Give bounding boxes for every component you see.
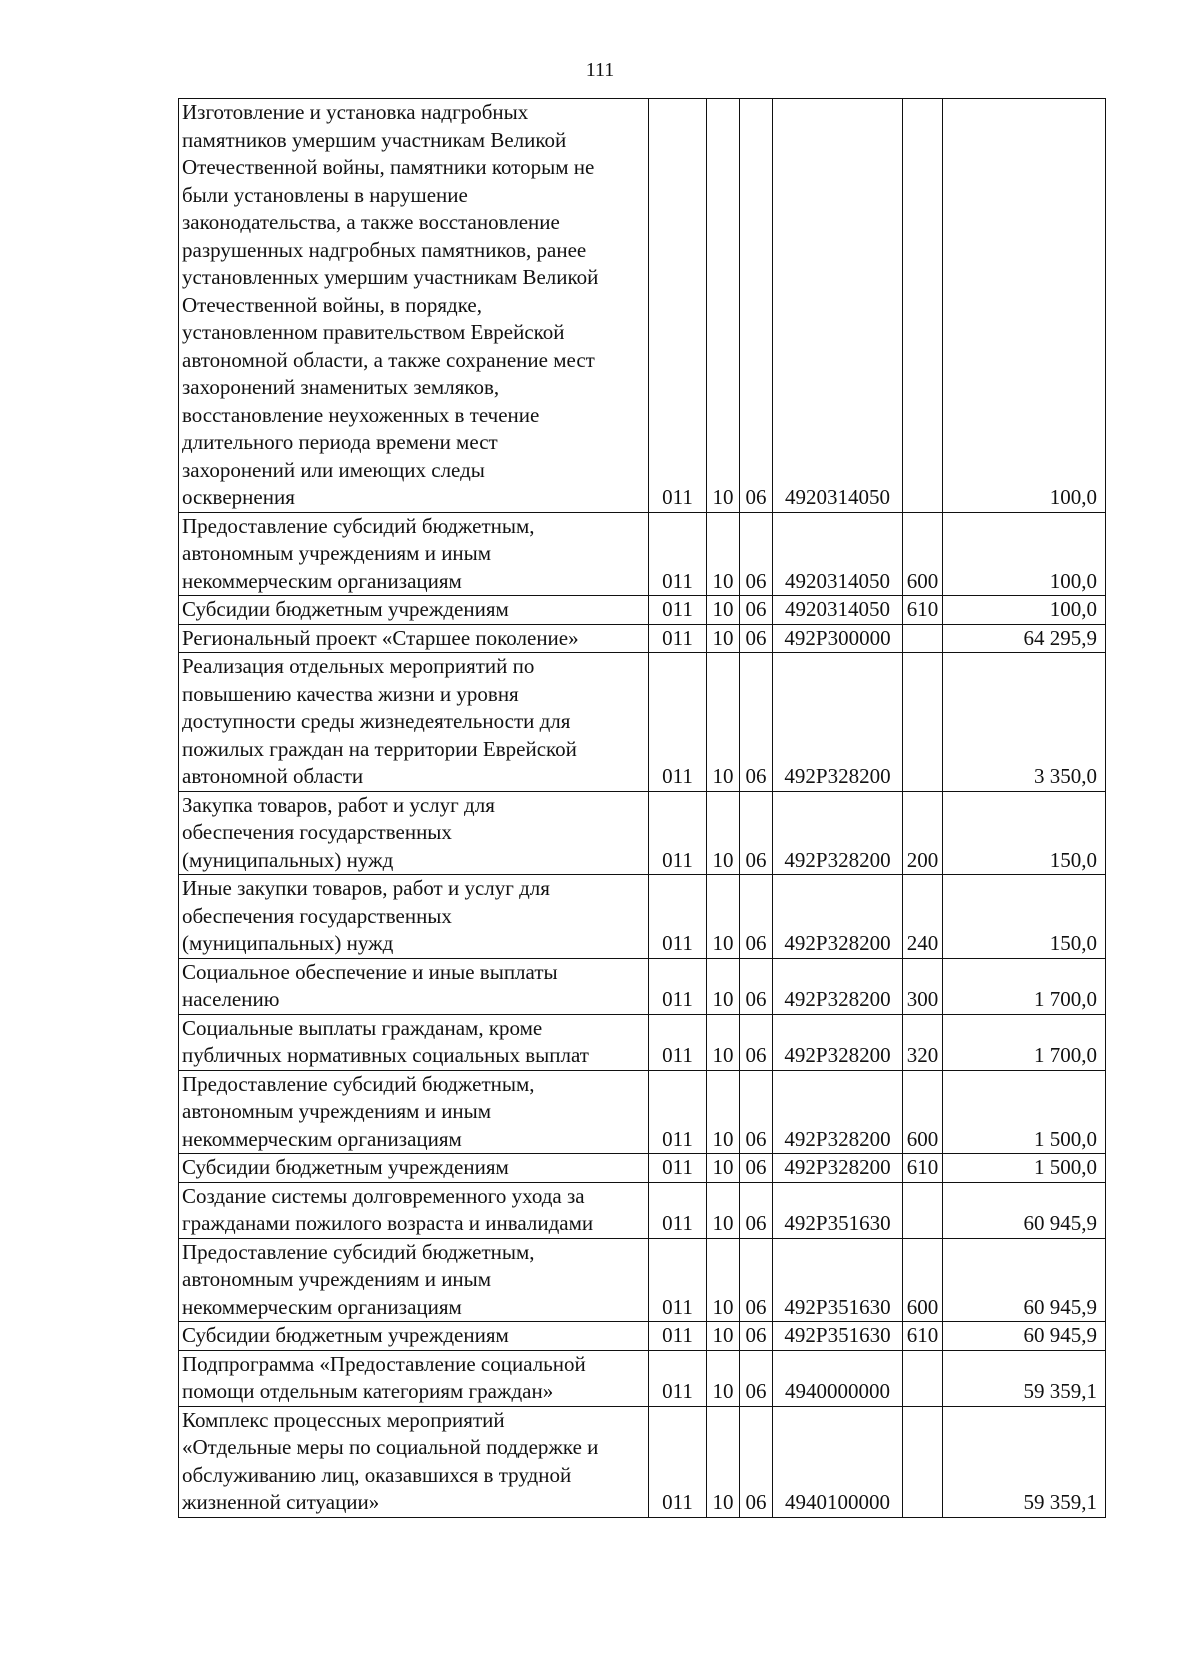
cell-subsection-code: 06 xyxy=(740,1322,773,1351)
table-row xyxy=(179,1406,1106,1517)
cell-name: Комплекс процессных мероприятий «Отдельные меры по социальной поддержке и обслуживанию лиц, оказавшихся в трудной жизненной ситуации» xyxy=(179,1406,649,1517)
cell-amount: 59 359,1 xyxy=(943,1406,1106,1517)
cell-name: Закупка товаров, работ и услуг для обеспечения государственных (муниципальных) нужд xyxy=(179,791,649,875)
budget-table xyxy=(178,98,1106,1518)
cell-amount: 100,0 xyxy=(943,512,1106,596)
cell-ministry-code: 011 xyxy=(649,596,707,625)
cell-subsection-code: 06 xyxy=(740,99,773,513)
cell-section-code: 10 xyxy=(707,596,740,625)
cell-subsection-code: 06 xyxy=(740,1154,773,1183)
cell-target-article: 4940100000 xyxy=(773,1406,903,1517)
cell-amount: 59 359,1 xyxy=(943,1350,1106,1406)
cell-expense-kind xyxy=(903,1406,943,1517)
cell-subsection-code: 06 xyxy=(740,1406,773,1517)
table-row xyxy=(179,958,1106,1014)
cell-amount: 1 500,0 xyxy=(943,1154,1106,1183)
cell-ministry-code: 011 xyxy=(649,1070,707,1154)
cell-target-article: 492P351630 xyxy=(773,1182,903,1238)
cell-expense-kind xyxy=(903,99,943,513)
cell-name: Субсидии бюджетным учреждениям xyxy=(179,1322,649,1351)
cell-ministry-code: 011 xyxy=(649,1350,707,1406)
cell-target-article: 4920314050 xyxy=(773,596,903,625)
cell-amount: 1 500,0 xyxy=(943,1070,1106,1154)
cell-expense-kind: 610 xyxy=(903,596,943,625)
cell-expense-kind xyxy=(903,624,943,653)
page-number: 111 xyxy=(585,59,615,81)
cell-name: Создание системы долговременного ухода за гражданами пожилого возраста и инвалидами xyxy=(179,1182,649,1238)
cell-subsection-code: 06 xyxy=(740,653,773,792)
table-row xyxy=(179,875,1106,959)
cell-target-article: 492P300000 xyxy=(773,624,903,653)
cell-section-code: 10 xyxy=(707,653,740,792)
cell-target-article: 492P328200 xyxy=(773,1154,903,1183)
cell-expense-kind: 600 xyxy=(903,512,943,596)
table-row xyxy=(179,99,1106,513)
cell-subsection-code: 06 xyxy=(740,624,773,653)
cell-section-code: 10 xyxy=(707,1238,740,1322)
cell-ministry-code: 011 xyxy=(649,791,707,875)
cell-target-article: 492P328200 xyxy=(773,791,903,875)
cell-expense-kind xyxy=(903,1182,943,1238)
cell-name: Предоставление субсидий бюджетным, автономным учреждениям и иным некоммерческим организациям xyxy=(179,512,649,596)
table-row xyxy=(179,1014,1106,1070)
cell-ministry-code: 011 xyxy=(649,1154,707,1183)
cell-amount: 100,0 xyxy=(943,99,1106,513)
cell-subsection-code: 06 xyxy=(740,1070,773,1154)
cell-subsection-code: 06 xyxy=(740,875,773,959)
table-row xyxy=(179,1238,1106,1322)
cell-section-code: 10 xyxy=(707,958,740,1014)
cell-section-code: 10 xyxy=(707,99,740,513)
cell-ministry-code: 011 xyxy=(649,653,707,792)
cell-ministry-code: 011 xyxy=(649,958,707,1014)
cell-expense-kind: 320 xyxy=(903,1014,943,1070)
cell-section-code: 10 xyxy=(707,624,740,653)
cell-amount: 60 945,9 xyxy=(943,1322,1106,1351)
cell-section-code: 10 xyxy=(707,1350,740,1406)
cell-amount: 64 295,9 xyxy=(943,624,1106,653)
cell-amount: 150,0 xyxy=(943,791,1106,875)
cell-amount: 1 700,0 xyxy=(943,1014,1106,1070)
cell-expense-kind xyxy=(903,1350,943,1406)
cell-ministry-code: 011 xyxy=(649,1406,707,1517)
cell-expense-kind: 610 xyxy=(903,1154,943,1183)
cell-name: Предоставление субсидий бюджетным, автономным учреждениям и иным некоммерческим организациям xyxy=(179,1070,649,1154)
cell-target-article: 492P351630 xyxy=(773,1238,903,1322)
cell-name: Изготовление и установка надгробных памятников умершим участникам Великой Отечественной войны, памятники которым не были установлены в нарушение законодательства, а также восстановление разрушенных надгробных памятников, ранее установленных умершим участникам Великой Отечественной войны, в порядке, установленном правительством Еврейской автономной области, а также сохранение мест захоронений знаменитых земляков, восстановление неухоженных в течение длительного периода времени мест захоронений или имеющих следы осквернения xyxy=(179,99,649,513)
cell-target-article: 492P328200 xyxy=(773,958,903,1014)
cell-expense-kind xyxy=(903,653,943,792)
cell-subsection-code: 06 xyxy=(740,958,773,1014)
cell-section-code: 10 xyxy=(707,875,740,959)
cell-subsection-code: 06 xyxy=(740,1350,773,1406)
cell-ministry-code: 011 xyxy=(649,99,707,513)
cell-amount: 3 350,0 xyxy=(943,653,1106,792)
cell-ministry-code: 011 xyxy=(649,1182,707,1238)
table-row xyxy=(179,1322,1106,1351)
cell-target-article: 492P328200 xyxy=(773,1070,903,1154)
cell-target-article: 4920314050 xyxy=(773,99,903,513)
cell-section-code: 10 xyxy=(707,1406,740,1517)
cell-name: Социальные выплаты гражданам, кроме публичных нормативных социальных выплат xyxy=(179,1014,649,1070)
cell-amount: 60 945,9 xyxy=(943,1182,1106,1238)
cell-name: Иные закупки товаров, работ и услуг для обеспечения государственных (муниципальных) нужд xyxy=(179,875,649,959)
cell-name: Субсидии бюджетным учреждениям xyxy=(179,596,649,625)
cell-section-code: 10 xyxy=(707,1070,740,1154)
table-row xyxy=(179,596,1106,625)
table-row xyxy=(179,791,1106,875)
cell-section-code: 10 xyxy=(707,1182,740,1238)
cell-name: Реализация отдельных мероприятий по повышению качества жизни и уровня доступности среды жизнедеятельности для пожилых граждан на территории Еврейской автономной области xyxy=(179,653,649,792)
cell-section-code: 10 xyxy=(707,512,740,596)
cell-target-article: 492P351630 xyxy=(773,1322,903,1351)
table-row xyxy=(179,653,1106,792)
table-row xyxy=(179,1154,1106,1183)
cell-expense-kind: 200 xyxy=(903,791,943,875)
cell-target-article: 4920314050 xyxy=(773,512,903,596)
cell-target-article: 492P328200 xyxy=(773,653,903,792)
cell-ministry-code: 011 xyxy=(649,624,707,653)
cell-name: Подпрограмма «Предоставление социальной помощи отдельным категориям граждан» xyxy=(179,1350,649,1406)
cell-subsection-code: 06 xyxy=(740,512,773,596)
cell-target-article: 492P328200 xyxy=(773,875,903,959)
cell-name: Региональный проект «Старшее поколение» xyxy=(179,624,649,653)
cell-subsection-code: 06 xyxy=(740,1014,773,1070)
cell-subsection-code: 06 xyxy=(740,1238,773,1322)
cell-amount: 60 945,9 xyxy=(943,1238,1106,1322)
cell-section-code: 10 xyxy=(707,1322,740,1351)
cell-ministry-code: 011 xyxy=(649,875,707,959)
cell-amount: 1 700,0 xyxy=(943,958,1106,1014)
cell-amount: 150,0 xyxy=(943,875,1106,959)
table-row xyxy=(179,1070,1106,1154)
table-row xyxy=(179,512,1106,596)
cell-ministry-code: 011 xyxy=(649,1322,707,1351)
cell-name: Социальное обеспечение и иные выплаты населению xyxy=(179,958,649,1014)
cell-name: Субсидии бюджетным учреждениям xyxy=(179,1154,649,1183)
cell-expense-kind: 600 xyxy=(903,1070,943,1154)
cell-subsection-code: 06 xyxy=(740,791,773,875)
cell-expense-kind: 610 xyxy=(903,1322,943,1351)
cell-ministry-code: 011 xyxy=(649,512,707,596)
cell-section-code: 10 xyxy=(707,1154,740,1183)
cell-target-article: 4940000000 xyxy=(773,1350,903,1406)
cell-expense-kind: 300 xyxy=(903,958,943,1014)
cell-expense-kind: 600 xyxy=(903,1238,943,1322)
cell-subsection-code: 06 xyxy=(740,596,773,625)
cell-section-code: 10 xyxy=(707,1014,740,1070)
table-row xyxy=(179,624,1106,653)
cell-ministry-code: 011 xyxy=(649,1014,707,1070)
cell-expense-kind: 240 xyxy=(903,875,943,959)
cell-section-code: 10 xyxy=(707,791,740,875)
budget-table-body xyxy=(179,99,1106,1518)
table-row xyxy=(179,1182,1106,1238)
cell-ministry-code: 011 xyxy=(649,1238,707,1322)
cell-subsection-code: 06 xyxy=(740,1182,773,1238)
cell-amount: 100,0 xyxy=(943,596,1106,625)
cell-target-article: 492P328200 xyxy=(773,1014,903,1070)
cell-name: Предоставление субсидий бюджетным, автономным учреждениям и иным некоммерческим организациям xyxy=(179,1238,649,1322)
table-row xyxy=(179,1350,1106,1406)
